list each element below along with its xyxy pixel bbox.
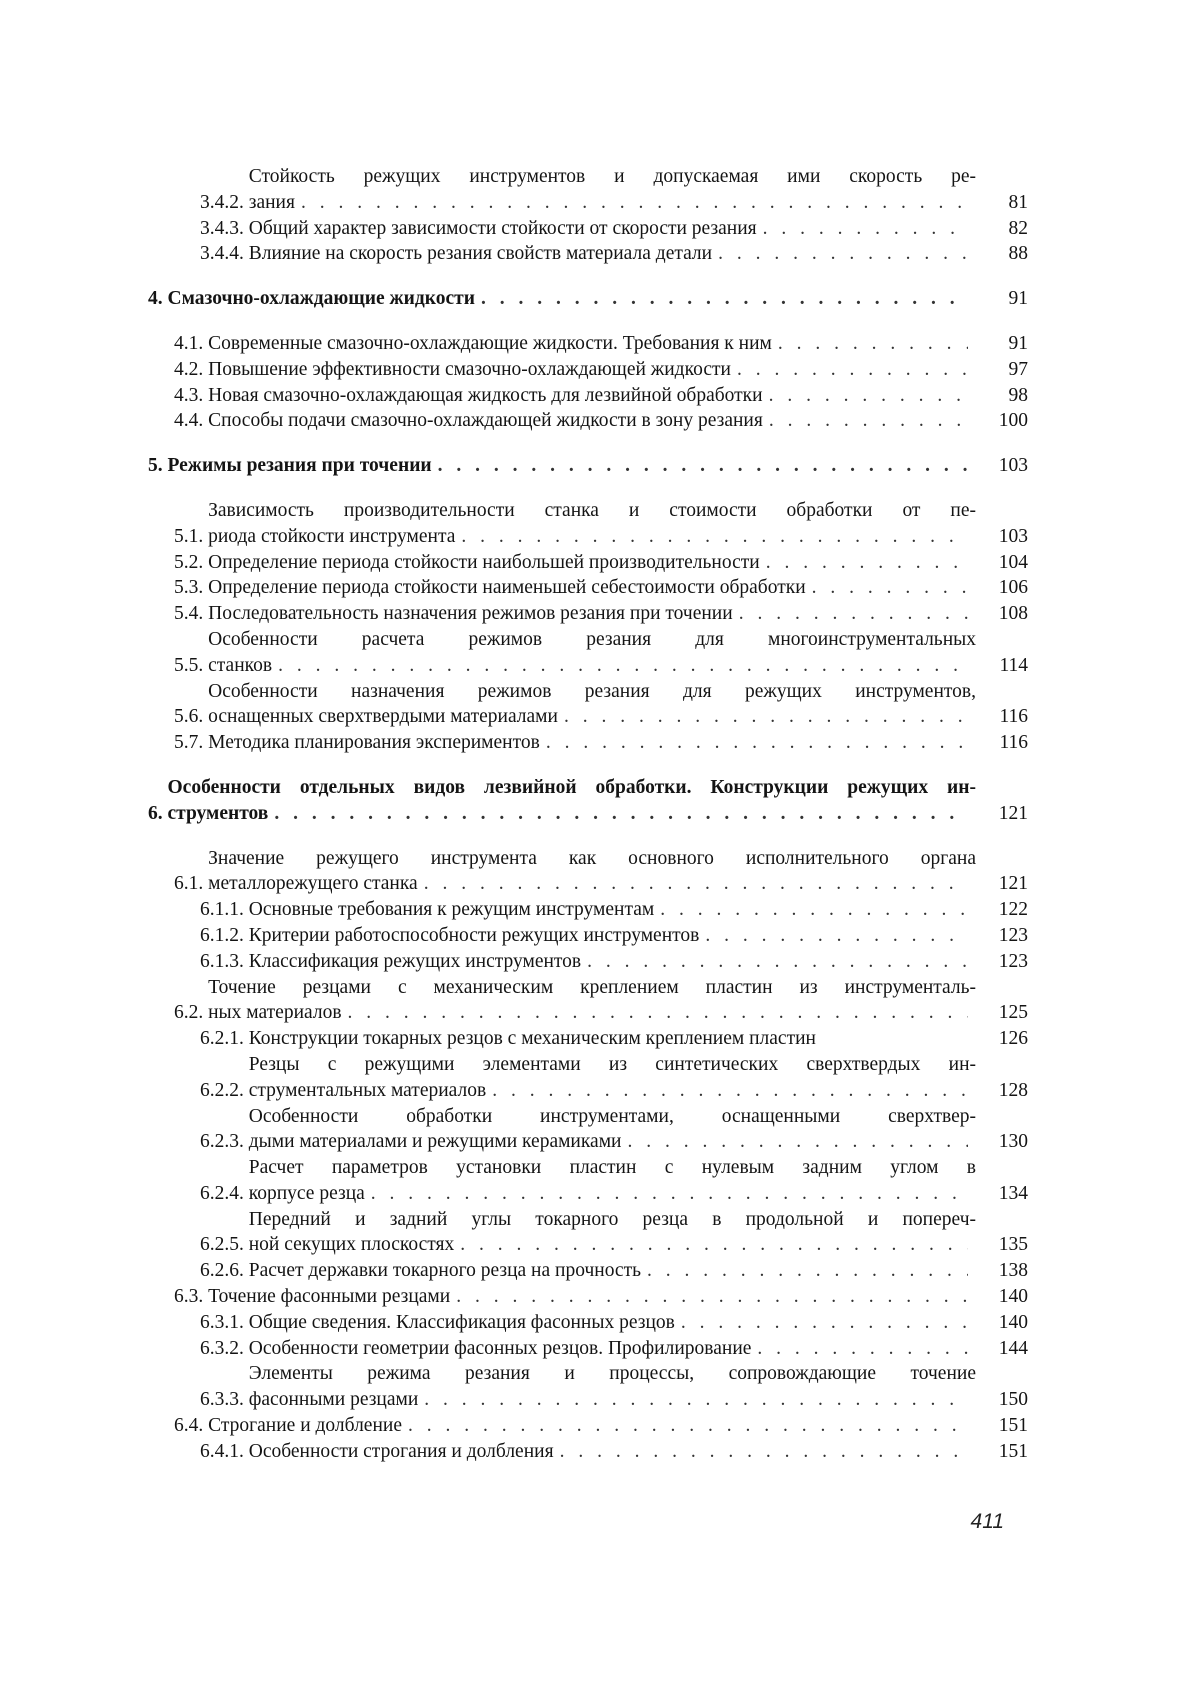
dot-leader [812, 575, 968, 601]
toc-entry-number: 3.4.2. [200, 191, 249, 213]
toc-entry-number: 5.4. [174, 603, 209, 625]
toc-entry-page: 88 [1008, 243, 1028, 265]
toc-entry [148, 1155, 1028, 1207]
toc-entry-number: 5. [148, 455, 168, 477]
toc-entry [148, 383, 1028, 409]
toc-entry-title-line1: Особенности назначения режимов резания для режущих инструментов, [208, 680, 976, 702]
toc-entry-page: 151 [998, 1415, 1028, 1437]
toc-entry-number: 6.2. [174, 1002, 209, 1024]
toc-entry-page: 123 [998, 950, 1028, 972]
toc-entry-page: 121 [998, 873, 1028, 895]
dot-leader [778, 331, 968, 357]
section-gap [148, 434, 1028, 453]
toc-entry-number: 4.4. [174, 410, 209, 432]
toc-entry-number: 5.2. [174, 551, 209, 573]
dot-leader [705, 923, 968, 949]
dot-leader [660, 897, 968, 923]
toc-entry-title-line1: Расчет параметров установки пластин с нулевым задним углом в [248, 1157, 976, 1179]
dot-leader [424, 871, 968, 897]
toc-entry-page: 114 [999, 654, 1028, 676]
toc-entry [148, 575, 1028, 601]
toc-entry-title: Общий характер зависимости стойкости от скорости резания [248, 217, 757, 239]
toc-entry-page: 116 [999, 732, 1028, 754]
toc-entry-title: Определение периода стойкости наименьшей себестоимости обработки [208, 577, 806, 599]
toc-entry-number: 4.1. [174, 332, 209, 354]
toc-entry-title: Повышение эффективности смазочно-охлаждающей жидкости [208, 358, 731, 380]
toc-entry-page: 108 [998, 603, 1028, 625]
toc-entry [148, 550, 1028, 576]
toc-entry-number: 5.1. [174, 525, 209, 547]
toc-entry-number: 6.3.1. [200, 1311, 249, 1333]
toc-entry [148, 1052, 1028, 1104]
toc-entry-number: 6.1.3. [200, 950, 249, 972]
dot-leader [587, 949, 968, 975]
dot-leader [301, 190, 968, 216]
toc-entry [148, 601, 1028, 627]
toc-entry [148, 627, 1028, 679]
toc-entry-number: 5.3. [174, 577, 209, 599]
toc-entry-title: струментов [167, 802, 269, 824]
toc-entry-number: 5.5. [174, 654, 209, 676]
toc-entry-number: 6.2.2. [200, 1079, 249, 1101]
toc-entry-number: 6.3.3. [200, 1389, 249, 1411]
toc-entry-title-line1: Особенности обработки инструментами, оснащенными сверхтвер- [248, 1105, 976, 1127]
toc-entry [148, 846, 1028, 898]
toc-entry-page: 134 [998, 1182, 1028, 1204]
dot-leader [647, 1258, 968, 1284]
toc-entry [148, 1336, 1028, 1362]
toc-entry-title: ных материалов [208, 1002, 342, 1024]
toc-entry [148, 453, 1028, 479]
dot-leader [438, 453, 968, 479]
toc-entry-title: Критерии работоспособности режущих инструментов [248, 924, 700, 946]
toc-entry-title-line1: Зависимость производительности станка и стоимости обработки от пе- [208, 499, 976, 521]
toc-entry [148, 975, 1028, 1027]
toc-entry-page: 138 [998, 1260, 1028, 1282]
toc-entry-title: Способы подачи смазочно-охлаждающей жидкости в зону резания [208, 410, 763, 432]
toc-entry-page: 150 [998, 1389, 1028, 1411]
toc-entry-number: 3.4.3. [200, 217, 249, 239]
toc-entry-page: 82 [1008, 217, 1028, 239]
dot-leader [564, 704, 968, 730]
section-gap [148, 312, 1028, 331]
toc-entry [148, 949, 1028, 975]
toc-entry [148, 331, 1028, 357]
dot-leader [769, 383, 968, 409]
toc-entry-title: Расчет державки токарного резца на прочность [248, 1260, 641, 1282]
toc-entry-number: 6.4.1. [200, 1440, 249, 1462]
toc-entry-title: Современные смазочно-охлаждающие жидкости. Требования к ним [208, 332, 772, 354]
dot-leader [408, 1413, 968, 1439]
toc-entry [148, 1413, 1028, 1439]
dot-leader [460, 1232, 968, 1258]
toc-entry-number: 6.3. [174, 1286, 209, 1308]
dot-leader [766, 550, 968, 576]
toc-entry-number: 6. [148, 802, 168, 824]
toc-entry-title: Определение периода стойкости наибольшей производительности [208, 551, 760, 573]
toc-entry-page: 140 [998, 1286, 1028, 1308]
toc-entry-number: 5.7. [174, 732, 209, 754]
dot-leader [769, 408, 968, 434]
toc-entry-number: 6.1. [174, 873, 209, 895]
toc-entry-number: 6.2.1. [200, 1028, 249, 1050]
toc-entry-number: 6.1.1. [200, 899, 249, 921]
toc-entry-page: 104 [998, 551, 1028, 573]
toc-entry [148, 1310, 1028, 1336]
toc-entry-title: корпусе резца [248, 1182, 365, 1204]
toc-entry-page: 126 [998, 1028, 1028, 1050]
dot-leader [763, 216, 968, 242]
toc-entry-title: Общие сведения. Классификация фасонных резцов [248, 1311, 675, 1333]
toc-entry [148, 1207, 1028, 1259]
toc-entry-title: Режимы резания при точении [167, 455, 432, 477]
toc-entry-page: 128 [998, 1079, 1028, 1101]
toc-entry [148, 1439, 1028, 1465]
toc-entry-number: 6.3.2. [200, 1337, 249, 1359]
toc-entry-number: 6.2.4. [200, 1182, 249, 1204]
toc-entry-page: 91 [1008, 332, 1028, 354]
toc-entry-number: 4. [148, 288, 168, 310]
dot-leader [456, 1284, 968, 1310]
page-number: 411 [970, 1510, 1004, 1533]
toc-entry-page: 98 [1008, 384, 1028, 406]
toc-entry [148, 1104, 1028, 1156]
toc-entry-title-line1: Значение режущего инструмента как основного исполнительного органа [208, 847, 976, 869]
toc-entry-page: 151 [998, 1440, 1028, 1462]
toc-entry-title: Методика планирования экспериментов [208, 732, 540, 754]
toc-entry [148, 286, 1028, 312]
toc-entry-number: 3.4.4. [200, 243, 249, 265]
toc-entry-title: Основные требования к режущим инструментам [248, 899, 655, 921]
toc-entry-title: Влияние на скорость резания свойств материала детали [248, 243, 713, 265]
toc-entry [148, 164, 1028, 216]
toc-entry [148, 1361, 1028, 1413]
toc-entry-number: 6.2.5. [200, 1234, 249, 1256]
toc-entry [148, 408, 1028, 434]
toc-entry-title-line1: Передний и задний углы токарного резца в продольной и попереч- [248, 1208, 976, 1230]
toc-entry-title: Смазочно-охлаждающие жидкости [167, 288, 475, 310]
dot-leader [481, 286, 968, 312]
toc-entry-number: 6.1.2. [200, 924, 249, 946]
toc-entry-title: дыми материалами и режущими керамиками [248, 1131, 622, 1153]
toc-entry-page: 97 [1008, 358, 1028, 380]
toc-entry-page: 91 [1008, 288, 1028, 310]
section-gap [148, 756, 1028, 775]
toc-entry-page: 106 [998, 577, 1028, 599]
toc-entry [148, 1258, 1028, 1284]
toc-entry-page: 122 [998, 899, 1028, 921]
toc-entry-title: станков [208, 654, 273, 676]
section-gap [148, 267, 1028, 286]
dot-leader [461, 524, 968, 550]
toc-entry-title: зания [248, 191, 295, 213]
toc-entry [148, 923, 1028, 949]
dot-leader [371, 1181, 968, 1207]
toc-entry-title: Особенности геометрии фасонных резцов. Профилирование [248, 1337, 752, 1359]
toc-entry-title: риода стойкости инструмента [208, 525, 456, 547]
toc-entry-title: Конструкции токарных резцов с механическим креплением пластин [248, 1028, 816, 1050]
dot-leader [278, 653, 968, 679]
section-gap [148, 827, 1028, 846]
toc-entry-title: металлорежущего станка [208, 873, 418, 895]
toc-entry-title: ной секущих плоскостях [248, 1234, 455, 1256]
toc-entry [148, 357, 1028, 383]
dot-leader [348, 1000, 968, 1026]
toc-entry-number: 4.2. [174, 358, 209, 380]
toc-entry [148, 498, 1028, 550]
toc-entry-page: 130 [998, 1131, 1028, 1153]
toc-entry-title: оснащенных сверхтвердыми материалами [208, 706, 558, 728]
toc-entry-page: 144 [998, 1337, 1028, 1359]
dot-leader [560, 1439, 968, 1465]
toc-entry-title: струментальных материалов [248, 1079, 487, 1101]
toc-entry-page: 103 [998, 455, 1028, 477]
toc-entry-page: 123 [998, 924, 1028, 946]
toc-entry-title-line1: Резцы с режущими элементами из синтетических сверхтвердых ин- [248, 1053, 976, 1075]
toc-entry-page: 116 [999, 706, 1028, 728]
toc-entry-number: 6.2.3. [200, 1131, 249, 1153]
toc-entry-page: 121 [998, 802, 1028, 824]
toc-entry [148, 241, 1028, 267]
toc-entry-title: Строгание и долбление [208, 1415, 402, 1437]
toc-entry-title: Особенности строгания и долбления [248, 1440, 554, 1462]
dot-leader [718, 241, 968, 267]
toc-entry-title: Новая смазочно-охлаждающая жидкость для лезвийной обработки [208, 384, 763, 406]
toc-entry [148, 730, 1028, 756]
dot-leader [681, 1310, 968, 1336]
toc-entry-title: фасонными резцами [248, 1389, 419, 1411]
toc-entry-page: 81 [1008, 191, 1028, 213]
toc-entry-title-line1: Точение резцами с механическим креплением пластин из инструменталь- [208, 976, 976, 998]
table-of-contents [148, 164, 1028, 1465]
toc-entry-title-line1: Стойкость режущих инструментов и допускаемая ими скорость ре- [248, 166, 976, 187]
dot-leader [757, 1336, 968, 1362]
toc-entry-page: 100 [998, 410, 1028, 432]
dot-leader [739, 601, 968, 627]
toc-entry-title: Точение фасонными резцами [208, 1286, 451, 1308]
toc-entry-title: Последовательность назначения режимов резания при точении [208, 603, 733, 625]
toc-entry-page: 103 [998, 525, 1028, 547]
dot-leader [627, 1129, 968, 1155]
toc-entry-title-line1: Элементы режима резания и процессы, сопровождающие точение [248, 1363, 976, 1385]
toc-entry-number: 6.2.6. [200, 1260, 249, 1282]
section-gap [148, 479, 1028, 498]
toc-entry [148, 216, 1028, 242]
toc-entry-title-line1: Особенности расчета режимов резания для многоинструментальных [208, 628, 976, 650]
toc-entry [148, 775, 1028, 827]
toc-entry-page: 125 [998, 1002, 1028, 1024]
dot-leader [492, 1078, 968, 1104]
dot-leader [546, 730, 968, 756]
toc-entry [148, 679, 1028, 731]
dot-leader [737, 357, 968, 383]
toc-entry-title: Классификация режущих инструментов [248, 950, 582, 972]
dot-leader [424, 1387, 968, 1413]
toc-entry-page: 140 [998, 1311, 1028, 1333]
toc-entry-number: 5.6. [174, 706, 209, 728]
toc-entry [148, 1284, 1028, 1310]
toc-entry-number: 6.4. [174, 1415, 209, 1437]
toc-entry-number: 4.3. [174, 384, 209, 406]
toc-entry-page: 135 [998, 1234, 1028, 1256]
toc-entry [148, 1026, 1028, 1052]
toc-entry-title-line1: Особенности отдельных видов лезвийной обработки. Конструкции режущих ин- [167, 776, 976, 798]
dot-leader [274, 801, 968, 827]
toc-entry [148, 897, 1028, 923]
